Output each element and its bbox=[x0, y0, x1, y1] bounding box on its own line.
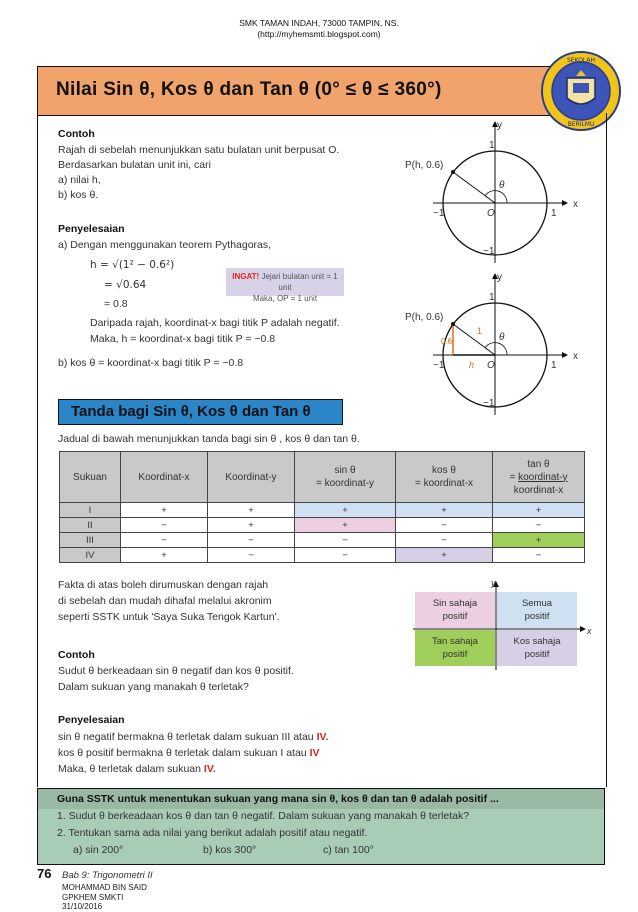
tick-bottom: −1 bbox=[483, 246, 495, 257]
angle-arc bbox=[485, 191, 507, 203]
col-tan: tan θ = koordinat-y koordinat-x bbox=[493, 452, 585, 503]
section-title: Tanda bagi Sin θ, Kos θ dan Tan θ bbox=[71, 403, 311, 420]
fakta-line-1: Fakta di atas boleh dirumuskan dengan rajah bbox=[58, 579, 269, 591]
theta-label: θ bbox=[499, 180, 505, 191]
table-row bbox=[60, 518, 585, 533]
cell: + bbox=[396, 503, 493, 518]
example2-line-1: Sudut θ berkeadaan sin θ negatif dan kos θ positif. bbox=[58, 665, 294, 677]
section-intro: Jadual di bawah menunjukkan tanda bagi sin θ , kos θ dan tan θ. bbox=[58, 433, 360, 445]
tick-bottom: −1 bbox=[483, 398, 495, 409]
solution-line-6: Maka, h = koordinat-x bagi titik P = −0.8 bbox=[90, 333, 276, 345]
example2-solution-1: sin θ negatif bermakna θ terletak dalam sukuan III atau IV. bbox=[58, 731, 329, 743]
col-tan-numerator: koordinat-y bbox=[518, 471, 568, 483]
col-kos-title: kos θ bbox=[432, 465, 456, 476]
quad-x-label: x bbox=[587, 626, 592, 636]
footer-date: 31/10/2016 bbox=[62, 902, 103, 911]
tick-left: −1 bbox=[433, 360, 445, 371]
cell: − bbox=[493, 518, 585, 533]
exercise-q2a: a) sin 200° bbox=[73, 844, 124, 856]
quadrant-iv-line-1: Kos sahaja bbox=[513, 636, 561, 647]
col-sin bbox=[295, 452, 396, 503]
cell: + bbox=[295, 518, 396, 533]
cell: + bbox=[208, 518, 295, 533]
col-tan-denominator: koordinat-x bbox=[513, 484, 564, 496]
col-tan-title: tan θ bbox=[527, 458, 550, 470]
example-heading: Contoh bbox=[58, 128, 95, 140]
col-sin-formula: = koordinat-y bbox=[315, 478, 375, 489]
page-number: 76 bbox=[37, 866, 52, 881]
cell: + bbox=[493, 533, 585, 548]
cell: − bbox=[208, 548, 295, 563]
table-row bbox=[60, 533, 585, 548]
cell: − bbox=[208, 533, 295, 548]
example-line-4: b) kos θ. bbox=[58, 189, 99, 201]
solution-line-4: = 0.8 bbox=[104, 298, 128, 310]
page-header bbox=[0, 18, 638, 40]
tick-top: 1 bbox=[489, 140, 495, 151]
example2-heading: Contoh bbox=[58, 649, 95, 661]
example2-line-2: Dalam sukuan yang manakah θ terletak? bbox=[58, 681, 249, 693]
example2-solution-2: kos θ positif bermakna θ terletak dalam sukuan I atau IV bbox=[58, 747, 320, 759]
solution-line-7: b) kos θ = koordinat-x bagi titik P = −0.8 bbox=[58, 357, 244, 369]
ingat-label: INGAT! bbox=[232, 272, 260, 281]
unit-circle-diagram-2 bbox=[395, 270, 595, 420]
cell: − bbox=[295, 548, 396, 563]
theta-label: θ bbox=[499, 332, 505, 343]
quadrant-ii-line-1: Sin sahaja bbox=[432, 598, 478, 609]
exercise-q2b: b) kos 300° bbox=[203, 844, 257, 856]
x-label: x bbox=[573, 199, 578, 210]
exercise-q2: 2. Tentukan sama ada nilai yang berikut adalah positif atau negatif. bbox=[57, 827, 368, 839]
quad-y-label: y bbox=[491, 578, 496, 588]
exercise-q2c: c) tan 100° bbox=[323, 844, 374, 856]
cell: − bbox=[295, 533, 396, 548]
col-koordinat-y: Koordinat-y bbox=[208, 452, 295, 503]
col-kos bbox=[396, 452, 493, 503]
col-sukuan: Sukuan bbox=[60, 452, 121, 503]
tick-right: 1 bbox=[551, 360, 557, 371]
cell: − bbox=[121, 518, 208, 533]
cell: + bbox=[121, 548, 208, 563]
solution-line-1: a) Dengan menggunakan teorem Pythagoras, bbox=[58, 239, 272, 251]
cell: + bbox=[396, 548, 493, 563]
cell: + bbox=[493, 503, 585, 518]
quadrant-i-line-2: positif bbox=[524, 611, 550, 622]
example2-solution-3: Maka, θ terletak dalam sukuan IV. bbox=[58, 763, 216, 775]
blog-url[interactable]: (http://myhemsmti.blogspot.com) bbox=[257, 29, 381, 39]
cell: − bbox=[396, 518, 493, 533]
cell: III bbox=[60, 533, 121, 548]
quadrant-ii-line-2: positif bbox=[442, 611, 468, 622]
solution-line-2: h = √(1² − 0.6²) bbox=[90, 259, 175, 271]
quadrant-iii-line-2: positif bbox=[442, 649, 468, 660]
author-name: MOHAMMAD BIN SAID bbox=[62, 883, 147, 892]
cell: I bbox=[60, 503, 121, 518]
base-label: h bbox=[469, 360, 475, 370]
quadrant-i-line-1: Semua bbox=[521, 598, 553, 609]
y-label: y bbox=[497, 272, 502, 283]
title-banner bbox=[37, 66, 571, 116]
origin-label: O bbox=[487, 360, 495, 371]
origin-label: O bbox=[487, 208, 495, 219]
sstk-axes bbox=[405, 578, 595, 673]
table-header-row bbox=[60, 452, 585, 503]
radius-op bbox=[453, 172, 495, 203]
crest-bottom-text: BERILMU bbox=[567, 121, 595, 128]
col-sin-title: sin θ bbox=[334, 465, 356, 476]
y-label: y bbox=[497, 120, 502, 131]
ingat-note bbox=[226, 268, 344, 303]
example-line-1: Rajah di sebelah menunjukkan satu bulatan unit berpusat O. bbox=[58, 144, 340, 156]
cell: + bbox=[208, 503, 295, 518]
fakta-line-3: seperti SSTK untuk 'Saya Suka Tengok Kartun'. bbox=[58, 611, 280, 623]
exercise-box bbox=[37, 788, 605, 865]
radius-label: 1 bbox=[477, 326, 483, 336]
exercise-title: Guna SSTK untuk menentukan sukuan yang mana sin θ, kos θ dan tan θ adalah positif ... bbox=[57, 793, 499, 805]
point-label: P(h, 0.6) bbox=[405, 160, 444, 171]
solution-line-3: = √0.64 bbox=[104, 279, 147, 291]
ingat-text-2: Maka, OP = 1 unit bbox=[252, 294, 318, 303]
point-label: P(h, 0.6) bbox=[405, 312, 444, 323]
unit-circle-diagram-1 bbox=[395, 118, 595, 268]
page-title: Nilai Sin θ, Kos θ dan Tan θ (0° ≤ θ ≤ 360°) bbox=[56, 79, 442, 100]
table-row bbox=[60, 548, 585, 563]
cell: IV bbox=[60, 548, 121, 563]
tick-top: 1 bbox=[489, 292, 495, 303]
sign-table bbox=[59, 451, 585, 563]
school-name: SMK TAMAN INDAH, 73000 TAMPIN, NS. bbox=[239, 18, 399, 28]
example-line-3: a) nilai h, bbox=[58, 174, 101, 186]
cell: + bbox=[121, 503, 208, 518]
exercise-q1: 1. Sudut θ berkeadaan kos θ dan tan θ negatif. Dalam sukuan yang manakah θ terletak? bbox=[57, 810, 470, 822]
crest-top-text: SEKOLAH bbox=[566, 57, 596, 64]
height-label: 0.6 bbox=[441, 337, 453, 346]
tick-left: −1 bbox=[433, 208, 445, 219]
table-row bbox=[60, 503, 585, 518]
col-kos-formula: = koordinat-x bbox=[414, 478, 474, 489]
ingat-text-1: Jejari bulatan unit = 1 unit bbox=[261, 272, 338, 292]
cell: + bbox=[295, 503, 396, 518]
cell: II bbox=[60, 518, 121, 533]
angle-arc bbox=[485, 343, 507, 355]
solution-heading: Penyelesaian bbox=[58, 223, 125, 235]
cell: − bbox=[396, 533, 493, 548]
quadrant-iii-line-1: Tan sahaja bbox=[432, 636, 478, 647]
example2-solution-heading: Penyelesaian bbox=[58, 714, 125, 726]
section-banner bbox=[58, 399, 343, 425]
tick-right: 1 bbox=[551, 208, 557, 219]
x-label: x bbox=[573, 351, 578, 362]
radius-op bbox=[453, 324, 495, 355]
col-koordinat-x: Koordinat-x bbox=[121, 452, 208, 503]
fakta-line-2: di sebelah dan mudah dihafal melalui akronim bbox=[58, 595, 272, 607]
cell: − bbox=[121, 533, 208, 548]
point-p bbox=[451, 170, 455, 174]
solution-line-5: Daripada rajah, koordinat-x bagi titik P adalah negatif. bbox=[90, 317, 340, 329]
author-org: GPKHEM SMKTI bbox=[62, 893, 124, 902]
quadrant-iv-line-2: positif bbox=[524, 649, 550, 660]
cell: − bbox=[493, 548, 585, 563]
point-p bbox=[451, 322, 455, 326]
example-line-2: Berdasarkan bulatan unit ini, cari bbox=[58, 159, 211, 171]
chapter-title: Bab 9: Trigonometri II bbox=[62, 870, 153, 881]
